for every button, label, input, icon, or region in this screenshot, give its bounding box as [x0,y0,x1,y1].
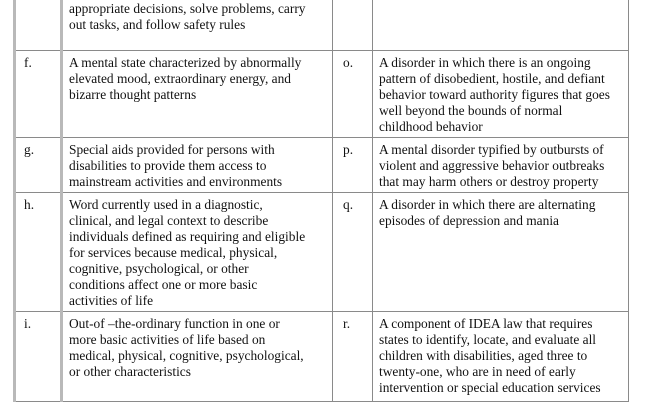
matching-table-body [15,0,629,402]
table-row [15,312,629,402]
definition-line: conditions affect one or more basic [69,277,258,292]
definition-line: individuals defined as requiring and eligible [69,229,306,244]
left-letter-cell: h. [15,193,62,312]
table-row [15,0,629,51]
left-letter-cell [15,0,62,51]
definition-line: mainstream activities and environments [69,174,283,189]
definition-line: Special aids provided for persons with [69,142,275,157]
right-definition-cell [373,51,629,138]
definition-line: clinical, and legal context to describe [69,213,269,228]
definition-line: behavior toward authority figures that goes [379,87,610,102]
right-definition-cell [373,0,629,51]
table-row [15,51,629,138]
definition-line: pattern of disobedient, hostile, and defiant [379,71,605,86]
definition-line: bizarre thought patterns [69,87,197,102]
definition-line: more basic activities of life based on [69,332,266,347]
definition-line: A mental state characterized by abnormally [69,55,302,70]
left-letter-cell: i. [15,312,62,402]
matching-table [13,0,629,402]
right-letter-cell: r. [333,312,373,402]
left-definition-cell [62,0,333,51]
definition-line: out tasks, and follow safety rules [69,17,246,32]
definition-line: Word currently used in a diagnostic, [69,197,263,212]
definition-line: violent and aggressive behavior outbreaks [379,158,605,173]
definition-line: or other characteristics [69,364,191,379]
definition-line: that may harm others or destroy property [379,174,599,189]
definition-line: medical, physical, cognitive, psychological, [69,348,304,363]
right-letter-cell: p. [333,138,373,193]
left-definition-cell [62,193,333,312]
table-row [15,138,629,193]
right-definition-cell [373,193,629,312]
definition-line: cognitive, psychological, or other [69,261,249,276]
definition-line: A component of IDEA law that requires [379,316,593,331]
left-definition-cell [62,138,333,193]
definition-line: intervention or special education services [379,380,601,395]
definition-line: A disorder in which there are alternating [379,197,596,212]
definition-line: childhood behavior [379,119,483,134]
table-row [15,193,629,312]
right-letter-cell [333,0,373,51]
definition-line: for services because medical, physical, [69,245,278,260]
right-definition-cell [373,138,629,193]
right-definition-cell [373,312,629,402]
left-definition-cell [62,51,333,138]
left-definition-cell [62,312,333,402]
right-letter-cell: q. [333,193,373,312]
definition-line: states to identify, locate, and evaluate all [379,332,597,347]
definition-line: children with disabilities, aged three to [379,348,588,363]
definition-line: episodes of depression and mania [379,213,559,228]
definition-line: A disorder in which there is an ongoing [379,55,591,70]
left-letter-cell: f. [15,51,62,138]
right-letter-cell: o. [333,51,373,138]
definition-line: well beyond the bounds of normal [379,103,563,118]
definition-line: elevated mood, extraordinary energy, and [69,71,291,86]
definition-line: Out-of –the-ordinary function in one or [69,316,280,331]
definition-line: activities of life [69,293,154,308]
definition-line: A mental disorder typified by outbursts of [379,142,604,157]
definition-line: disabilities to provide them access to [69,158,267,173]
left-letter-cell: g. [15,138,62,193]
definition-line: appropriate decisions, solve problems, carry [69,1,306,16]
definition-line: twenty-one, who are in need of early [379,364,576,379]
